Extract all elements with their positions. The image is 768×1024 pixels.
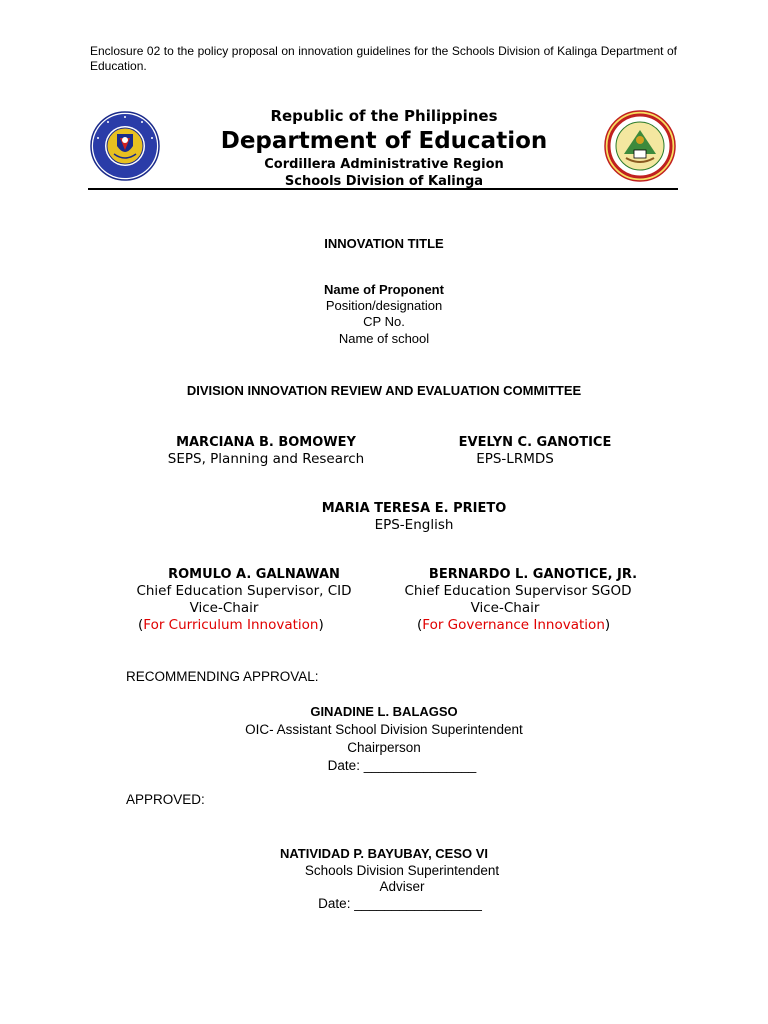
scope-curriculum-text: For Curriculum Innovation	[143, 617, 319, 633]
innovation-title: INNOVATION TITLE	[324, 236, 444, 251]
proponent-position: Position/designation	[325, 298, 443, 313]
recommender-role: Chairperson	[347, 740, 421, 755]
member-name-prieto: MARIA TERESA E. PRIETO	[321, 501, 507, 516]
committee-heading: DIVISION INNOVATION REVIEW AND EVALUATION COMMITTEE	[186, 383, 582, 398]
deped-seal-logo	[90, 110, 160, 182]
member-title-prieto: EPS-English	[374, 517, 454, 533]
member-title-bomowey: SEPS, Planning and Research	[167, 451, 365, 467]
member-role-bernardo-ganotice: Vice-Chair	[470, 600, 540, 616]
approver-date-field: Date: _________________	[318, 896, 482, 911]
proponent-school: Name of school	[338, 331, 430, 346]
approver-title: Schools Division Superintendent	[304, 863, 500, 878]
recommender-date-field: Date: _______________	[327, 758, 477, 773]
member-scope-galnawan: (For Curriculum Innovation)	[138, 617, 324, 633]
approver-name: NATIVIDAD P. BAYUBAY, CESO VI	[279, 846, 489, 861]
department-heading: Department of Education	[220, 128, 548, 154]
proponent-cp-no: CP No.	[363, 314, 405, 329]
member-title-evelyn-ganotice: EPS-LRMDS	[476, 451, 554, 467]
approved-label: APPROVED:	[126, 792, 205, 807]
header-divider	[88, 188, 678, 190]
member-title-galnawan: Chief Education Supervisor, CID	[136, 583, 352, 599]
scope-governance-text: For Governance Innovation	[422, 617, 605, 633]
member-name-bomowey: MARCIANA B. BOMOWEY	[176, 435, 356, 450]
member-name-evelyn-ganotice: EVELYN C. GANOTICE	[458, 435, 612, 450]
recommending-approval-label: RECOMMENDING APPROVAL:	[126, 669, 319, 684]
enclosure-note: Enclosure 02 to the policy proposal on innovation guidelines for the Schools Division of Kalinga Department of Education.	[90, 44, 677, 73]
sdo-kalinga-seal-logo	[604, 110, 674, 182]
member-role-galnawan: Vice-Chair	[189, 600, 259, 616]
recommender-name: GINADINE L. BALAGSO	[310, 704, 458, 719]
recommender-title: OIC- Assistant School Division Superintendent	[245, 722, 523, 737]
member-title-bernardo-ganotice: Chief Education Supervisor SGOD	[404, 583, 632, 599]
region-heading: Cordillera Administrative Region	[264, 157, 504, 172]
division-heading: Schools Division of Kalinga	[284, 174, 484, 189]
member-scope-bernardo-ganotice: (For Governance Innovation)	[417, 617, 611, 633]
proponent-name: Name of Proponent	[324, 282, 444, 297]
member-name-galnawan: ROMULO A. GALNAWAN	[168, 567, 340, 582]
member-name-bernardo-ganotice: BERNARDO L. GANOTICE, JR.	[428, 567, 638, 582]
approver-role: Adviser	[379, 879, 425, 894]
republic-heading: Republic of the Philippines	[270, 107, 498, 125]
